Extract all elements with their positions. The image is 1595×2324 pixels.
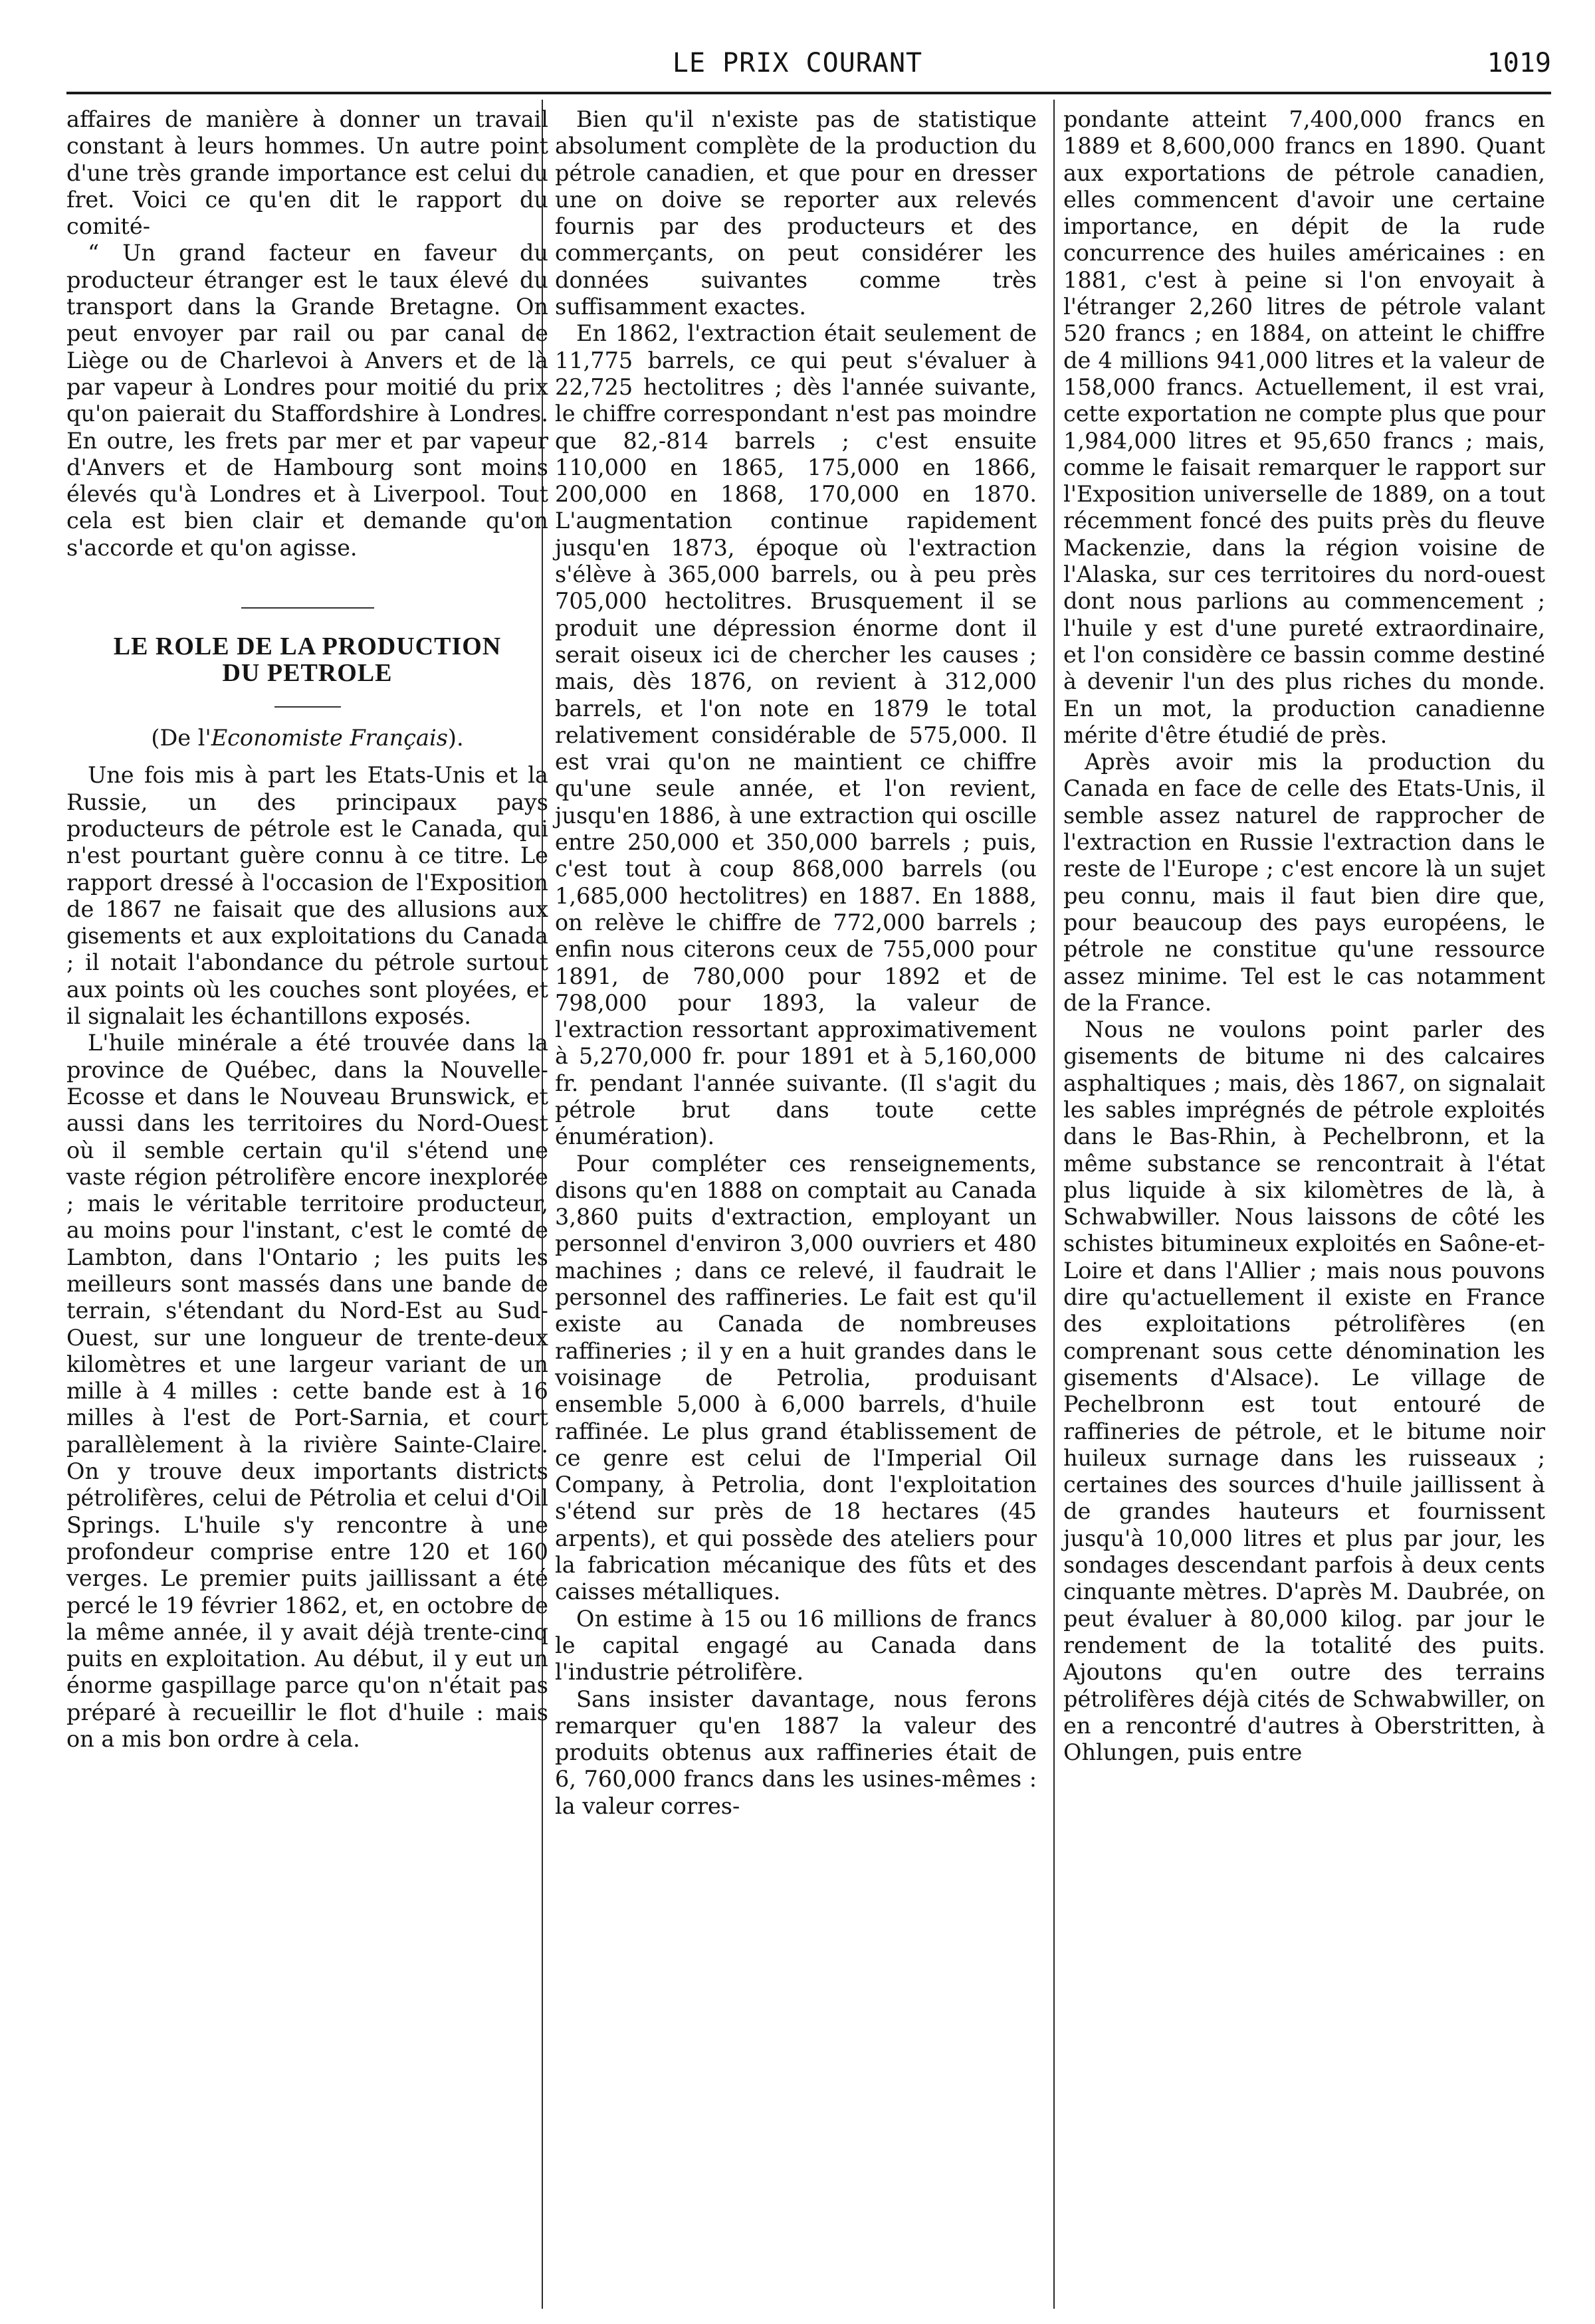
paragraph: Pour compléter ces renseignements, disons qu'en 1888 on comptait au Canada 3,860 puits d'extraction, employant un personnel d'environ 3,000 ouvriers et 480 machines ; dans ce relevé, il faudrait le personnel des raffineries. Le fait est qu'il existe au Canada de nombreuses raffineries ; il y en a huit grandes dans le voisinage de Petrolia, produisant ensemble 5,000 à 6,000 barrels, d'huile raffinée. Le plus grand établissement de ce genre est celui de l'Imperial Oil Company, à Petrolia, dont l'exploitation s'étend sur près de 18 hectares (45 arpents), et qui possède des ateliers pour la fabrication mécanique des fûts et des caisses métalliques. [555, 1150, 1037, 1605]
paragraph: “ Un grand facteur en faveur du producteur étranger est le taux élevé du transport dans la Grande Bretagne. On peut envoyer par rail ou par canal de Liège ou de Charlevoi à Anvers et de là par vapeur à Londres pour moitié du prix qu'on paierait du Staffordshire à Londres. En outre, les frets par mer et par vapeur d'Anvers et de Hambourg sont moins élevés qu'à Londres et à Liverpool. Tout cela est bien clair et demande qu'on s'accorde et qu'on agisse. [66, 240, 548, 561]
paragraph: Après avoir mis la production du Canada en face de celle des Etats-Unis, il semble assez naturel de rapprocher de l'extraction en Russie l'extraction dans le reste de l'Europe ; c'est encore là un sujet peu connu, mais il faut bien dire que, pour beaucoup des pays européens, le pétrole ne constitue qu'une ressource assez minime. Tel est le cas notamment de la France. [1063, 749, 1545, 1016]
paragraph: Une fois mis à part les Etats-Unis et la Russie, un des principaux pays producteurs de pétrole est le Canada, qui n'est pourtant guère connu à ce titre. Le rapport dressé à l'occasion de l'Exposition de 1867 ne faisait que des allusions aux gisements et aux exploitations du Canada ; il notait l'abondance du pétrole surtout aux points où les couches sont ployées, et il signalait les échantillons exposés. [66, 762, 548, 1030]
article-heading [66, 633, 548, 686]
paragraph: pondante atteint 7,400,000 francs en 1889 et 8,600,000 francs en 1890. Quant aux exportations de pétrole canadien, elles commencent d'avoir une certaine importance, en dépit de la rude concurrence des huiles américaines : en 1881, c'est à peine si l'on envoyait à l'étranger 2,260 litres de pétrole valant 520 francs ; en 1884, on atteint le chiffre de 4 millions 941,000 litres et la valeur de 158,000 francs. Actuellement, il est vrai, cette exportation ne compte plus que pour 1,984,000 litres et 95,650 francs ; mais, comme le faisait remarquer le rapport sur l'Exposition universelle de 1889, on a tout récemment foncé des puits près du fleuve Mackenzie, dans la région voisine de l'Alaska, sur ces territoires du nord-ouest dont nous parlions au commencement ; l'huile y est d'une pureté extraordinaire, et l'on considère ce bassin comme destiné à devenir l'un des plus riches du monde. En un mot, la production canadienne mérite d'être étudié de près. [1063, 106, 1545, 748]
column-1 [66, 106, 548, 1753]
paragraph: En 1862, l'extraction était seulement de 11,775 barrels, ce qui peut s'évaluer à 22,725 hectolitres ; dès l'année suivante, le chiffre correspondant n'est pas moindre que 82,-814 barrels ; c'est ensuite 110,000 en 1865, 175,000 en 1866, 200,000 en 1868, 170,000 en 1870. L'augmentation continue rapidement jusqu'en 1873, époque où l'extraction s'élève à 365,000 barrels, ou à peu près 705,000 hectolitres. Brusquement il se produit une dépression énorme dont il serait oiseux ici de chercher les causes ; mais, dès 1876, on revient à 312,000 barrels, et l'on note en 1879 le total relativement considérable de 575,000. Il est vrai qu'on ne maintient ce chiffre qu'une seule année, et l'on revient, jusqu'en 1886, à une extraction qui oscille entre 250,000 et 350,000 barrels ; puis, c'est tout à coup 868,000 barrels (ou 1,685,000 hectolitres) en 1887. En 1888, on relève le chiffre de 772,000 barrels ; enfin nous citerons ceux de 755,000 pour 1891, de 780,000 pour 1892 et de 798,000 pour 1893, la valeur de l'extraction ressortant approximativement à 5,270,000 fr. pour 1891 et à 5,160,000 fr. pendant l'année suivante. (Il s'agit du pétrole brut dans toute cette énumération). [555, 320, 1037, 1150]
paragraph: affaires de manière à donner un travail constant à leurs hommes. Un autre point d'une très grande importance est celui du fret. Voici ce qu'en dit le rapport du comité- [66, 106, 548, 240]
source-title: Economiste Français [211, 725, 448, 751]
page-number: 1019 [1487, 48, 1551, 78]
column-2 [555, 106, 1037, 1820]
header-rule [66, 92, 1551, 94]
journal-title: LE PRIX COURANT [672, 48, 923, 78]
section-ornament [66, 588, 548, 615]
column-3 [1063, 106, 1545, 1766]
paragraph: Bien qu'il n'existe pas de statistique absolument complète de la production du pétrole canadien, et que pour en dresser une on doive se reporter aux relevés fournis par des producteurs et des commerçants, on peut considérer les données suivantes comme très suffisamment exactes. [555, 106, 1037, 320]
column-divider [1053, 100, 1055, 2309]
paragraph: Sans insister davantage, nous ferons remarquer qu'en 1887 la valeur des produits obtenus aux raffineries était de 6, 760,000 francs dans les usines-mêmes : la valeur corres- [555, 1686, 1037, 1819]
heading-line: LE ROLE DE LA PRODUCTION [113, 632, 502, 661]
source-note: (De l'Economiste Français). [151, 725, 464, 751]
heading-line: DU PETROLE [222, 659, 393, 688]
paragraph: L'huile minérale a été trouvée dans la province de Québec, dans la Nouvelle-Ecosse et dans le Nouveau Brunswick, et aussi dans les territoires du Nord-Ouest où il semble certain qu'il s'étend une vaste région pétrolifère encore inexplorée ; mais le véritable territoire producteur, au moins pour l'instant, c'est le comté de Lambton, dans l'Ontario ; les puits les meilleurs sont massés dans une bande de terrain, s'étendant du Nord-Est au Sud-Ouest, sur une longueur de trente-deux kilomètres et une largeur variant de un mille à 4 milles : cette bande est à 16 milles à l'est de Port-Sarnia, et court parallèlement à la rivière Sainte-Claire. On y trouve deux importants districts pétrolifères, celui de Pétrolia et celui d'Oil Springs. L'huile s'y rencontre à une profondeur comprise entre 120 et 160 verges. Le premier puits jaillissant a été percé le 19 février 1862, et, en octobre de la même année, il y avait déjà trente-cinq puits en exploitation. Au début, il y eut un énorme gaspillage parce qu'on n'était pas préparé à recueillir le flot d'huile : mais on a mis bon ordre à cela. [66, 1030, 548, 1753]
paragraph: On estime à 15 ou 16 millions de francs le capital engagé au Canada dans l'industrie pétrolifère. [555, 1605, 1037, 1686]
paragraph: Nous ne voulons point parler des gisements de bitume ni des calcaires asphaltiques ; mais, dès 1867, on signalait les sables imprégnés de pétrole exploités dans le Bas-Rhin, à Pechelbronn, et la même substance se rencontrait à l'état plus liquide à six kilomètres de là, à Schwabwiller. Nous laissons de côté les schistes bitumineux exploités en Saône-et-Loire et dans l'Allier ; mais nous pouvons dire qu'actuellement il existe en France des exploitations pétrolifères (en comprenant sous cette dénomination les gisements d'Alsace). Le village de Pechelbronn est tout entouré de raffineries de pétrole, et le bitume noir huileux surnage dans les ruisseaux ; certaines des sources d'huile jaillissent à de grandes hauteurs et fournissent jusqu'à 10,000 litres et plus par jour, les sondages descendant parfois à deux cents cinquante mètres. D'après M. Daubrée, on peut évaluer à 80,000 kilog. par jour le rendement de la totalité des puits. Ajoutons qu'en outre des terrains pétrolifères déjà cités de Schwabwiller, on en a rencontré d'autres à Oberstritten, à Ohlungen, puis entre [1063, 1017, 1545, 1766]
